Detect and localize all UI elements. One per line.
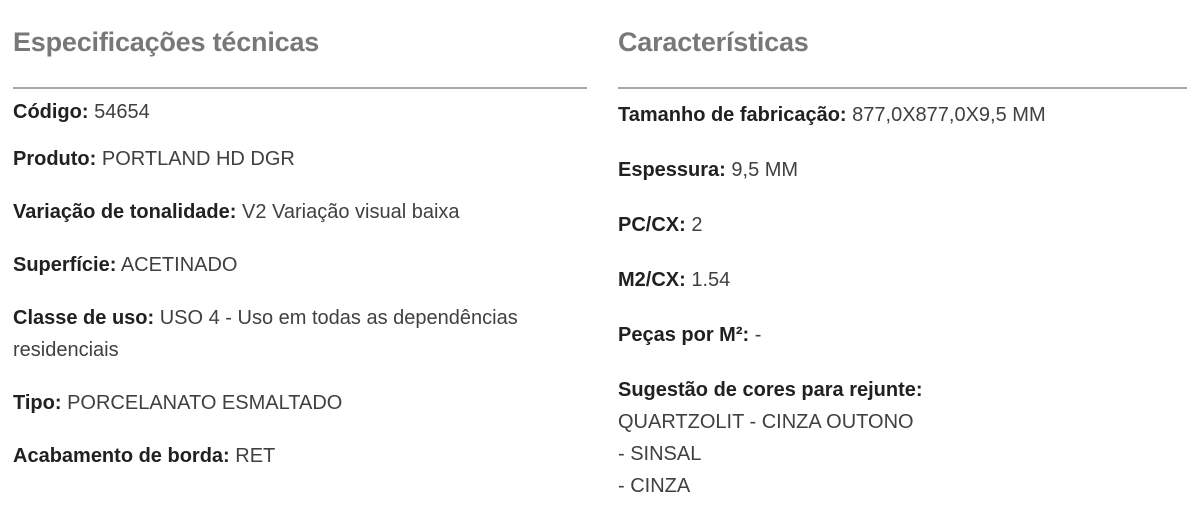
spec-value-line: - CINZA — [618, 475, 691, 497]
section-divider — [13, 87, 587, 89]
spec-row — [13, 249, 587, 281]
technical-specs-title: Especificações técnicas — [13, 27, 320, 57]
spec-row — [13, 143, 587, 175]
spec-row — [13, 302, 587, 366]
spec-label: Peças por M²: — [618, 324, 750, 346]
spec-row — [13, 440, 587, 472]
spec-label: M2/CX: — [618, 269, 686, 291]
spec-label: Produto: — [13, 148, 97, 170]
spec-label: Tipo: — [13, 392, 62, 414]
characteristics-title: Características — [618, 27, 809, 57]
spec-value: RET — [235, 445, 276, 467]
spec-label: Tamanho de fabricação: — [618, 104, 847, 126]
spec-row — [618, 154, 1187, 186]
spec-row — [618, 319, 1187, 351]
spec-value: ACETINADO — [120, 254, 238, 276]
spec-value-line: - SINSAL — [618, 443, 702, 465]
spec-label: Sugestão de cores para rejunte: — [618, 379, 923, 401]
spec-value: PORTLAND HD DGR — [101, 148, 295, 170]
spec-value: PORCELANATO ESMALTADO — [67, 392, 343, 414]
spec-value-line: QUARTZOLIT - CINZA OUTONO — [618, 411, 914, 433]
spec-row — [618, 264, 1187, 296]
spec-value: 2 — [691, 214, 703, 236]
spec-value: USO 4 - Uso em todas as dependências residenciais — [13, 307, 518, 361]
spec-value: 9,5 MM — [731, 159, 799, 181]
spec-row — [618, 209, 1187, 241]
spec-row — [618, 99, 1187, 131]
spec-label: Acabamento de borda: — [13, 445, 230, 467]
spec-label: PC/CX: — [618, 214, 686, 236]
spec-row — [13, 96, 587, 128]
spec-row — [13, 196, 587, 228]
spec-label: Espessura: — [618, 159, 726, 181]
spec-value: V2 Variação visual baixa — [241, 201, 460, 223]
technical-specs-section — [13, 28, 587, 513]
spec-label: Classe de uso: — [13, 307, 155, 329]
spec-value: 1.54 — [691, 269, 731, 291]
spec-label: Superfície: — [13, 254, 117, 276]
spec-label: Código: — [13, 101, 89, 123]
characteristics-rows — [618, 99, 1187, 502]
spec-value: 877,0X877,0X9,5 MM — [852, 104, 1046, 126]
spec-row — [618, 374, 1187, 502]
characteristics-section — [618, 28, 1187, 513]
technical-specs-rows — [13, 96, 587, 472]
spec-value: - — [754, 324, 762, 346]
spec-value: 54654 — [94, 101, 150, 123]
spec-row — [13, 387, 587, 419]
section-divider — [618, 87, 1187, 89]
spec-label: Variação de tonalidade: — [13, 201, 237, 223]
